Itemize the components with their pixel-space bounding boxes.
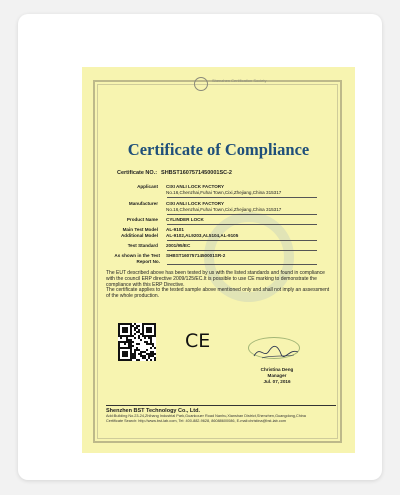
ce-mark: CE	[185, 330, 211, 352]
certificate-title: Certificate of Compliance	[127, 140, 310, 159]
divider	[167, 264, 317, 265]
test-report-label: As shown in the Test Report No.	[114, 253, 160, 264]
manufacturer-name: CIXI ANLI LOCK FACTORY	[166, 201, 225, 206]
applicant-address: No.16,Chenzhai,Fuhai Town,Cixi,Zhejiang,China 315317	[166, 189, 282, 195]
test-report-value: SHBST1607571450001SR-2	[166, 253, 226, 258]
applicant-value	[166, 184, 346, 195]
main-model-value: AL-9101	[166, 227, 184, 232]
divider	[167, 197, 317, 198]
compliance-statement	[106, 271, 332, 300]
issuer-company: Shenzhen BST Technology Co., Ltd.	[106, 408, 201, 414]
applicant-name: CIXI ANLI LOCK FACTORY	[166, 184, 225, 189]
cert-no-value: SHBST1607571450001SC-2	[161, 170, 232, 176]
signatory-block	[242, 367, 312, 385]
divider	[167, 224, 317, 225]
additional-model-label: Additional Model	[120, 233, 158, 238]
signatory-name: Christina Deng	[260, 367, 294, 372]
signatory-title: Manager	[267, 373, 287, 378]
issuer-footer	[106, 405, 336, 424]
manufacturer-value	[166, 201, 346, 212]
test-standard-label: Test Standard	[127, 243, 158, 248]
manufacturer-label: Manufacturer	[128, 201, 158, 206]
additional-model-value: AL-9102,AL9203,AL5104,AL-9105	[166, 233, 239, 238]
manufacturer-address: No.16,Chenzhai,Fuhai Town,Cixi,Zhejiang,China 315317	[166, 206, 282, 212]
image-card	[18, 14, 382, 480]
product-name-label: Product Name	[126, 217, 158, 222]
statement-paragraph-1: The EUT described above has been tested by us with the listed standards and found in compliance with the council ERP directive 2009/125/EC.It is possible to use CE marking to demonstrate the compliance with this ERP Directive.	[106, 270, 325, 288]
certificate-number	[117, 170, 232, 176]
applicant-label: Applicant	[137, 184, 158, 189]
divider	[167, 214, 317, 215]
qr-code	[118, 323, 156, 361]
statement-paragraph-2: The certificate applies to the tested sample above mentioned only and shall not imply an assessment of the whole production.	[106, 287, 330, 300]
certificate-document	[82, 67, 355, 453]
divider	[167, 240, 317, 241]
issuer-address: Add:Building No.23-24,Zhihang Industrial Park,Guankouer Road Nanhu,Xianshan District,Shenzhen,Guangdong,China	[106, 414, 306, 418]
society-seal-icon	[194, 77, 208, 91]
product-name-value: CYLINDER LOCK	[166, 217, 204, 222]
test-standard-value: 2001/95/EC	[166, 243, 191, 248]
main-model-label: Main Test Model	[122, 227, 158, 232]
cert-no-label: Certificate NO.:	[117, 170, 158, 176]
signature	[252, 343, 300, 361]
seal-caption: Shenzhen Certification Society	[212, 78, 267, 83]
issuer-contact: Certificate Search: http://www.bst-lab.com, Tel: 400-882-9628, 86088600086, E-mail:christina@bst-lab.com	[106, 419, 287, 423]
divider	[167, 250, 317, 251]
signatory-date: Jul. 07, 2016	[263, 379, 291, 384]
